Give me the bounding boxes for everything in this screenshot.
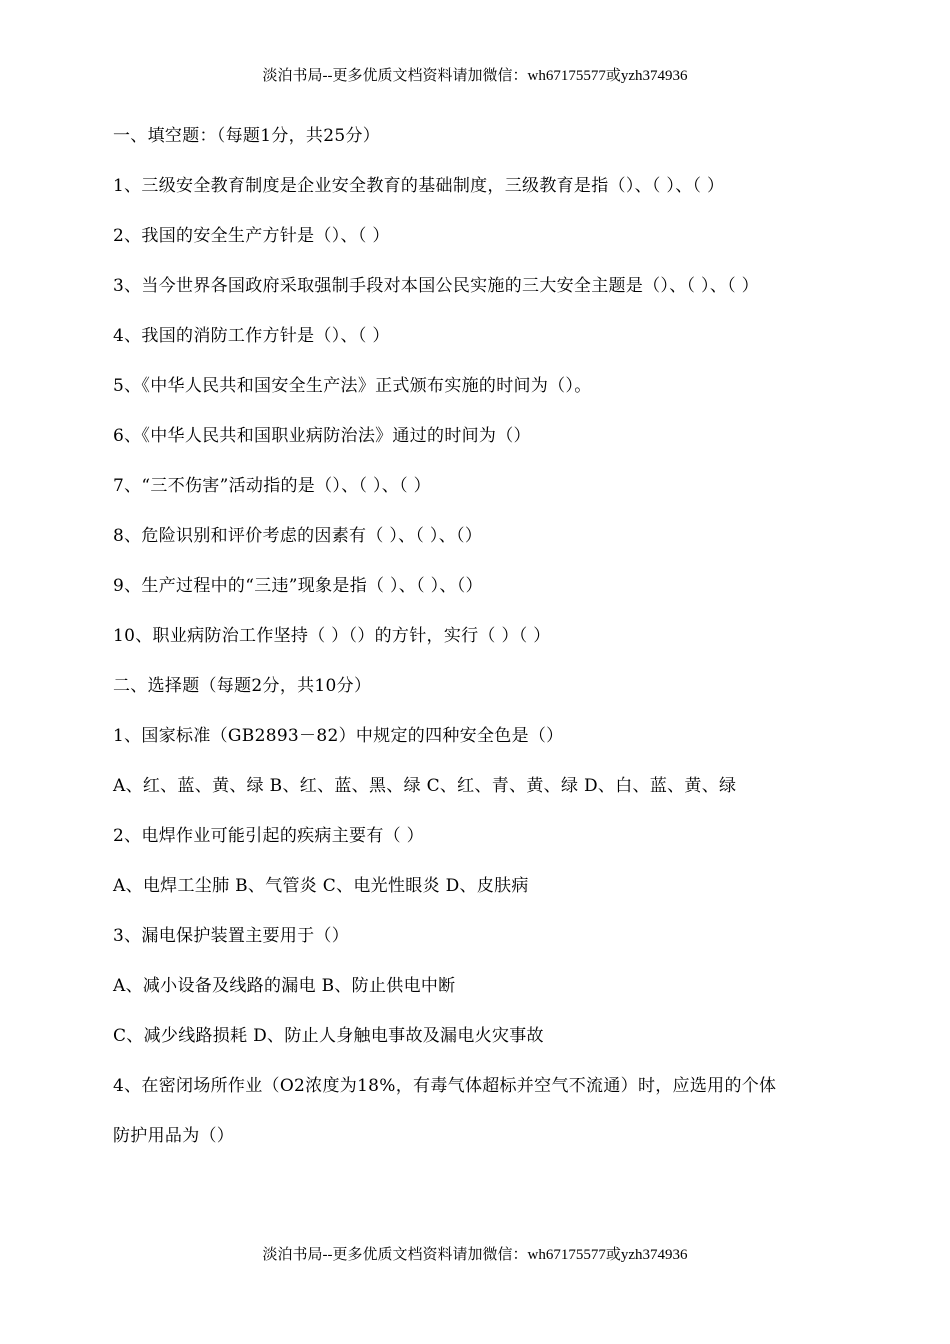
question-line: 防护用品为（） (113, 1126, 235, 1146)
answer-options: A、电焊工尘肺 B、气管炎 C、电光性眼炎 D、皮肤病 (113, 876, 529, 896)
question-line: 9、生产过程中的“三违”现象是指（ ）、（ ）、（） (113, 576, 483, 596)
page-header: 淡泊书局--更多优质文档资料请加微信：wh67175577或yzh374936 (262, 68, 688, 84)
question-line: 5、《中华人民共和国安全生产法》正式颁布实施的时间为（）。 (113, 376, 592, 396)
question-line: 3、当今世界各国政府采取强制手段对本国公民实施的三大安全主题是（）、（ ）、（ ） (113, 276, 759, 296)
section-title-multiple-choice: 二、选择题（每题2分，共10分） (113, 676, 372, 696)
question-line: 10、职业病防治工作坚持（ ）（）的方针，实行（ ）（ ） (113, 626, 551, 646)
section-title-fill-blank: 一、填空题：（每题1分，共25分） (113, 126, 381, 146)
question-line: 6、《中华人民共和国职业病防治法》通过的时间为（） (113, 426, 531, 446)
question-line: 4、我国的消防工作方针是（）、（ ） (113, 326, 390, 346)
answer-options: C、减少线路损耗 D、防止人身触电事故及漏电火灾事故 (113, 1026, 544, 1046)
page-footer: 淡泊书局--更多优质文档资料请加微信：wh67175577或yzh374936 (262, 1247, 688, 1263)
question-line: 1、三级安全教育制度是企业安全教育的基础制度，三级教育是指（）、（ ）、（ ） (113, 176, 725, 196)
question-line: 8、危险识别和评价考虑的因素有（ ）、（ ）、（） (113, 526, 483, 546)
question-line: 1、国家标准（GB2893－82）中规定的四种安全色是（） (113, 726, 564, 746)
document-body (113, 124, 833, 1174)
answer-options: A、减小设备及线路的漏电 B、防止供电中断 (113, 976, 456, 996)
question-line: 2、电焊作业可能引起的疾病主要有（ ） (113, 826, 424, 846)
question-line: 2、我国的安全生产方针是（）、（ ） (113, 226, 390, 246)
answer-options: A、红、蓝、黄、绿 B、红、蓝、黑、绿 C、红、青、黄、绿 D、白、蓝、黄、绿 (113, 776, 737, 796)
question-line: 4、在密闭场所作业（O2浓度为18%，有毒气体超标并空气不流通）时，应选用的个体 (113, 1076, 777, 1096)
question-line: 3、漏电保护装置主要用于（） (113, 926, 350, 946)
question-line: 7、“三不伤害”活动指的是（）、（ ）、（ ） (113, 476, 431, 496)
